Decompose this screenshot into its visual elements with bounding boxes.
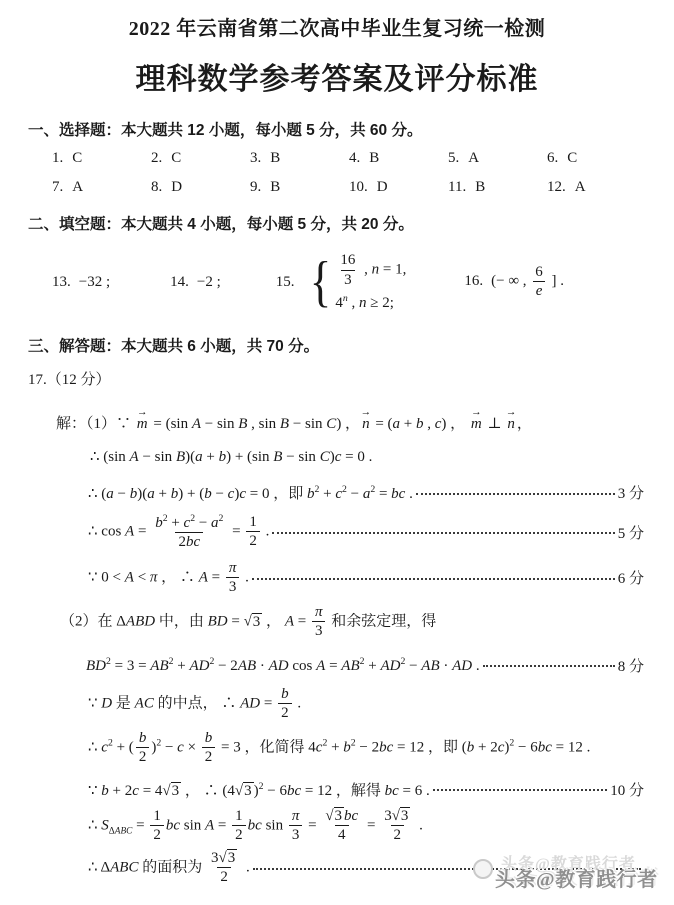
choice-answer-12: 12. A (547, 179, 586, 195)
piecewise-case-1: $\frac{16}{3}$ , n = 1, (340, 252, 407, 288)
choice-answer-9: 9. B (250, 179, 281, 195)
section-2-heading: 二、填空题：本大题共 4 小题，每小题 5 分，共 20 分。 (28, 216, 414, 233)
choice-answer-11: 11. B (448, 179, 486, 195)
solution-line: （2）在 ΔABD 中，由 BD = √3 ， A = $\frac{\pi}{3}$ 和余弦定理，得 (60, 604, 437, 640)
solution-line: ∴ (sin A − sin B)(a + b) + (sin B − sin C)c = 0 . (90, 449, 373, 465)
choice-answer-3: 3. B (250, 150, 281, 166)
choice-answer-1: 1. C (52, 150, 83, 166)
solution-line: ∴ cos A = $\frac{b^2 + c^2 - a^2}{2bc}$ = $\frac{1}{2}$ . 5 分 (88, 513, 644, 551)
section-1-heading: 一、选择题：本大题共 12 小题，每小题 5 分，共 60 分。 (28, 122, 423, 139)
section-3-heading: 三、解答题：本大题共 6 小题，共 70 分。 (28, 338, 320, 355)
solution-line: ∴ ΔABC 的面积为 $\frac{3√3}{2}$ . (88, 850, 644, 887)
choice-answers-grid (52, 150, 646, 196)
blank-answer-15: 15. { $\frac{16}{3}$ , n = 1, 4$^n$ , n ≥ 2; (275, 250, 407, 313)
watermark-text: 头条@教育践行者 (495, 869, 658, 891)
solution-line: 解：（1）∵ → m = (sin A − sin B , sin B − sin C) ， → n = (a + b , c) ， → m ⊥ → n ， (56, 403, 644, 433)
solution-line: ∴ $S_{\Delta ABC}$ = $\frac{1}{2}$ bc sin A = $\frac{1}{2}$ bc sin $\frac{\pi}{3}$ = $\frac{√3 bc}{4}$ = $\frac{3√3}{2}$ . (88, 807, 423, 843)
blank-answers-row (52, 240, 646, 324)
watermark-ghost-text: 头条@教育践行者 (501, 856, 636, 873)
choice-answer-5: 5. A (448, 150, 480, 166)
blank-answer-13: 13. −32 ; (52, 273, 111, 290)
choice-answer-8: 8. D (151, 179, 183, 195)
choice-answer-2: 2. C (151, 150, 182, 166)
choice-answer-6: 6. C (547, 150, 578, 166)
piecewise-cases (335, 252, 406, 312)
blank-answer-14: 14. −2 ; (170, 273, 221, 290)
solution-line: ∵ D 是 AC 的中点， ∴ AD = $\frac{b}{2}$ . (88, 685, 302, 721)
choice-answer-10: 10. D (349, 179, 388, 195)
page-title: 2022 年云南省第二次高中毕业生复习统一检测 (128, 18, 546, 40)
page-subtitle: 理科数学参考答案及评分标准 (135, 63, 539, 96)
solution-line: ∴ (a − b)(a + b) + (b − c)c = 0 ，即 $b^2 + c^2 - a^2$ = bc . 3 分 (88, 484, 644, 502)
solution-line: ∴ $c^2$ + ( $\frac{b}{2}$ )$^2$ − c × $\frac{b}{2}$ = 3 ，化简得 $4c^2 + b^2 - 2bc = 12$ ，即 $(b + 2c)^2 - 6bc = 12$ . (88, 730, 591, 766)
blank-answer-16: 16. (− ∞ , $\frac{6}{e}$ ] . (464, 263, 565, 299)
solution-line: ∵ 0 < A < π ， ∴ A = $\frac{\pi}{3}$ . 6 分 (88, 559, 644, 595)
piecewise-brace: { (309, 250, 331, 313)
solution-line: ∵ b + 2c = 4√3 ， ∴ (4√3 )$^2$ − 6bc = 12 ，解得 bc = 6 . 10 分 (88, 780, 644, 799)
piecewise-case-2: 4$^n$ , n ≥ 2; (335, 292, 394, 311)
solution-line: $BD^2 = 3 = AB^2 + AD^2 - 2AB$ · AD $\cos A = AB^2 + AD^2$ − AB · AD . 8 分 (86, 655, 644, 675)
choice-answer-7: 7. A (52, 179, 84, 195)
choice-answer-4: 4. B (349, 150, 380, 166)
problem-17-label: 17.（12 分） (28, 372, 111, 388)
